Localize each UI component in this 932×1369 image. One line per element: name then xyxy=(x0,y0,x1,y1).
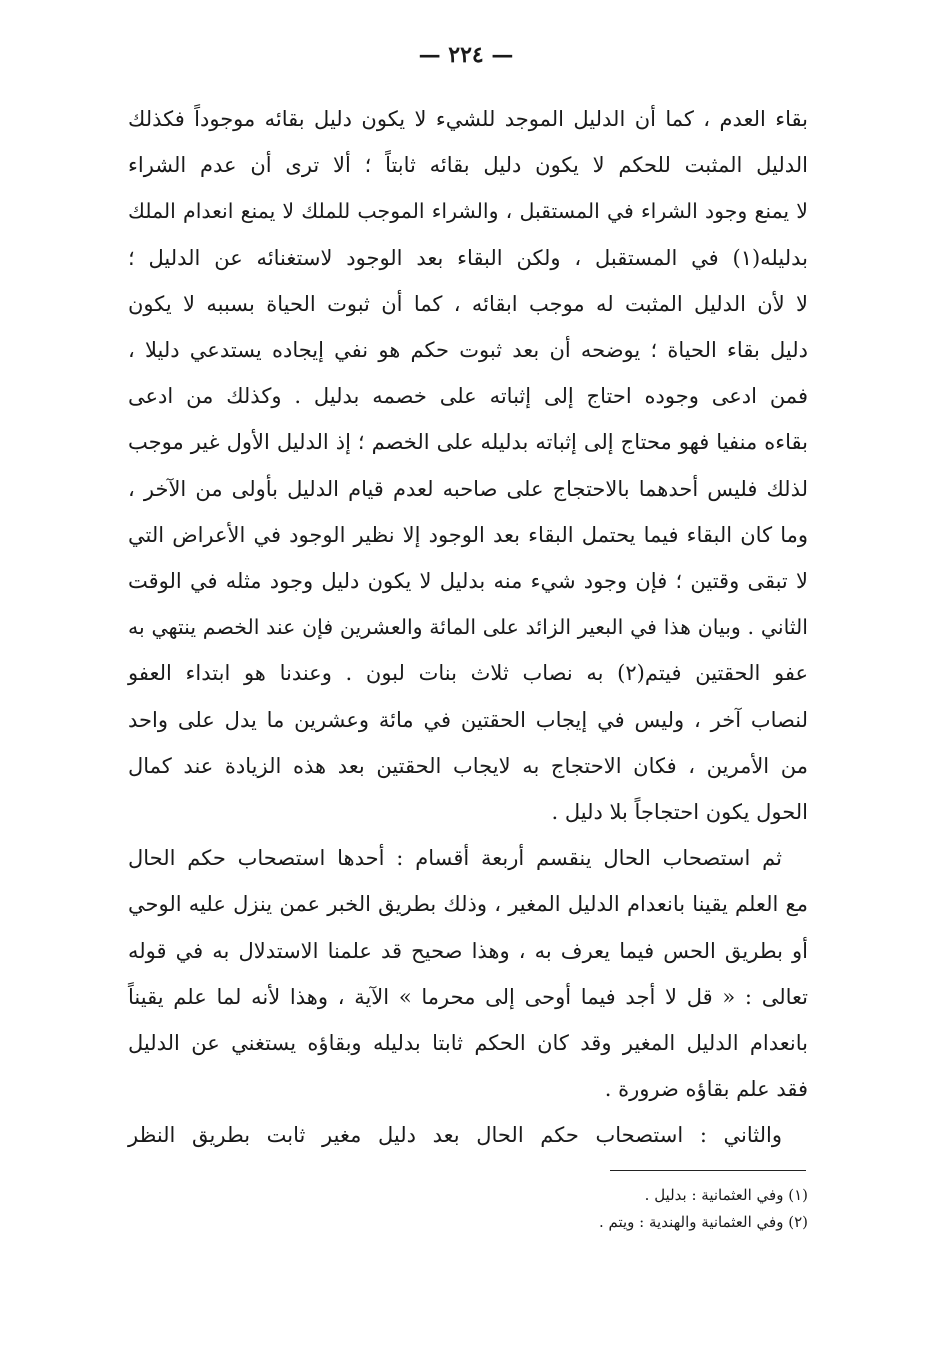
text-line: بدليله(١) في المستقبل ، ولكن البقاء بعد الوجود لاستغنائه عن الدليل ؛ xyxy=(128,245,808,270)
paragraph xyxy=(128,835,808,1112)
text-line: لا لأن الدليل المثبت له موجب ابقائه ، كما أن ثبوت الحياة بسببه لا يكون xyxy=(128,291,808,316)
footnote: (١) وفي العثمانية : بدليل . xyxy=(644,1186,808,1204)
text-line: الدليل المثبت للحكم لا يكون دليل بقائه ثابتاً ؛ ألا ترى أن عدم الشراء xyxy=(128,153,808,178)
text-line: لا تبقى وقتين ؛ فإن وجود شيء منه بدليل لا يكون دليل وجود مثله في الوقت xyxy=(128,569,808,594)
page-number: — ٢٢٤ — xyxy=(418,42,514,68)
text-line: لذلك فليس أحدهما بالاحتجاج على صاحبه لعدم قيام الدليل بأولى من الآخر ، xyxy=(128,476,808,501)
text-line: بقاءه منفيا فهو محتاج إلى إثباته بدليله على الخصم ؛ إذ الدليل الأول غير موجب xyxy=(128,430,808,455)
paragraph xyxy=(128,96,808,835)
text-line: عفو الحقتين فيتم(٢) به نصاب ثلاث بنات لبون . وعندنا هو ابتداء العفو xyxy=(128,661,808,686)
text-line: فمن ادعى وجوده احتاج إلى إثباته على خصمه بدليل . وكذلك من ادعى xyxy=(128,384,808,409)
text-line: لنصاب آخر ، وليس في إيجاب الحقتين في مائة وعشرين ما يدل على واحد xyxy=(128,707,808,732)
text-line: من الأمرين ، فكان الاحتجاج به لايجاب الحقتين بعد هذه الزيادة عند كمال xyxy=(128,753,808,778)
footnote-divider xyxy=(610,1170,806,1171)
text-line: والثاني : استصحاب حكم الحال بعد دليل مغير ثابت بطريق النظر xyxy=(128,1123,782,1148)
footnote: (٢) وفي العثمانية والهندية : ويتم . xyxy=(598,1213,808,1231)
text-line: لا يمنع وجود الشراء في المستقبل ، والشراء الموجب للملك لا يمنع انعدام الملك xyxy=(128,199,808,224)
text-line: بقاء العدم ، كما أن الدليل الموجد للشيء لا يكون دليل بقائه موجوداً فكذلك xyxy=(128,107,808,131)
text-line: بانعدام الدليل المغير وقد كان الحكم ثابتا بدليله وبقاؤه يستغني عن الدليل xyxy=(128,1031,808,1056)
text-line: تعالى : « قل لا أجد فيما أوحى إلى محرما » الآية ، وهذا لأنه لما علم يقيناً xyxy=(128,984,808,1009)
text-line: الحول يكون احتجاجاً بلا دليل . xyxy=(551,800,808,825)
body-text xyxy=(128,96,808,1159)
text-line: مع العلم يقينا بانعدام الدليل المغير ، وذلك بطريق الخبر عمن ينزل عليه الوحي xyxy=(128,892,808,917)
footnotes xyxy=(420,1182,808,1236)
text-line: دليل بقاء الحياة ؛ يوضحه أن بعد ثبوت حكم هو نفي إيجاده يستدعي دليلا ، xyxy=(128,338,808,363)
text-line: وما كان البقاء فيما يحتمل البقاء بعد الوجود إلا نظير الوجود في الأعراض التي xyxy=(128,522,808,547)
text-line: الثاني . وبيان هذا في البعير الزائد على المائة والعشرين فإن عند الخصم ينتهي به xyxy=(128,615,808,640)
text-line: فقد علم بقاؤه ضرورة . xyxy=(604,1077,808,1102)
paragraph xyxy=(128,1112,808,1158)
text-line: أو بطريق الحس فيما يعرف به ، وهذا صحيح قد علمنا الاستدلال به في قوله xyxy=(128,938,808,963)
text-line: ثم استصحاب الحال ينقسم أربعة أقسام : أحدها استصحاب حكم الحال xyxy=(128,846,782,871)
